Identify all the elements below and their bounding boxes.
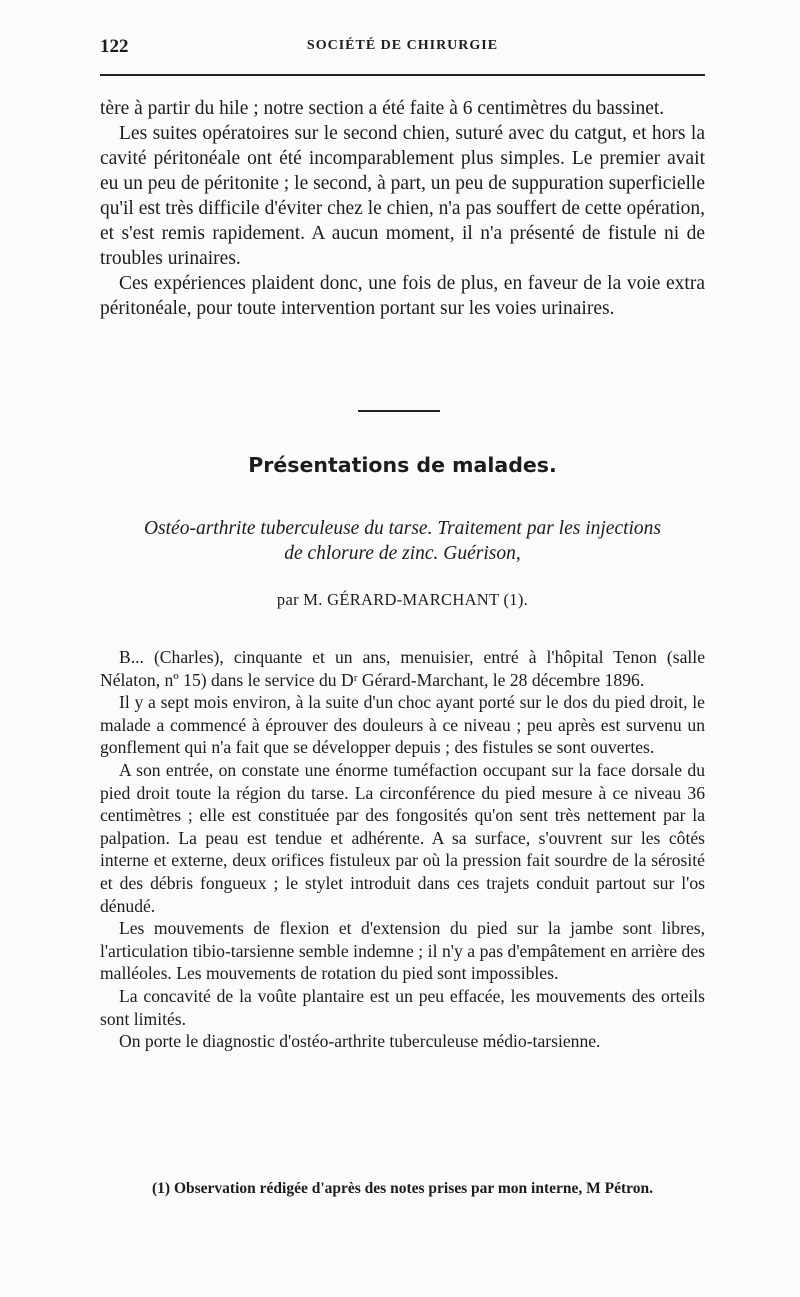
page-number: 122 [100,36,129,57]
paragraph: B... (Charles), cinquante et un ans, menuisier, entré à l'hôpital Tenon (salle Nélaton, nº 15) dans le service du Dʳ Gérard-Marchant, le 28 décembre 1896. [100,647,705,690]
paragraph: Il y a sept mois environ, à la suite d'un choc ayant porté sur le dos du pied droit, le malade a commencé à éprouver des douleurs à ce niveau ; peu après est survenu un gonflement qui n'a fait que se développer depuis ; des fistules se sont ouvertes. [100,692,705,758]
author-line: par M. GÉRARD-MARCHANT (1). [276,590,529,609]
section-divider [358,410,440,412]
paragraph: Ces expériences plaident donc, une fois de plus, en faveur de la voie extra péritonéale, pour toute intervention portant sur les voies urinaires. [100,273,705,319]
paragraph: Les mouvements de flexion et d'extension du pied sur la jambe sont libres, l'articulation tibio-tarsienne semble indemne ; il n'y a pas d'empâtement en arrière des malléoles. Les mouvements de rotation du pied sont impossibles. [100,918,705,984]
paragraph: Les suites opératoires sur le second chien, suturé avec du catgut, et hors la cavité péritonéale ont été incomparablement plus simples. Le premier avait eu un peu de péritonite ; le second, à part, un peu de suppuration superficielle qu'il est très difficile d'éviter chez le chien, n'a pas souffert de cette opération, et s'est remis rapidement. A aucun moment, il n'a présenté de fistule ni de troubles urinaires. [100,123,705,269]
running-header [100,36,705,60]
subtitle-line: de chlorure de zinc. Guérison, [284,543,521,564]
subtitle-line: Ostéo-arthrite tuberculeuse du tarse. Traitement par les injections [143,518,662,539]
journal-title: SOCIÉTÉ DE CHIRURGIE [306,38,499,53]
paragraph: tère à partir du hile ; notre section a été faite à 6 centimètres du bassinet. [100,98,665,119]
observation-text [100,646,705,1053]
article-subtitle [100,516,705,566]
paragraph: La concavité de la voûte plantaire est un peu effacée, les mouvements des orteils sont limités. [100,985,705,1029]
section-heading: Présentations de malades. [248,453,557,477]
header-rule [100,74,705,76]
footnote: (1) Observation rédigée d'après des notes prises par mon interne, M Pétron. [152,1180,653,1197]
previous-article-text [100,96,705,321]
paragraph: A son entrée, on constate une énorme tuméfaction occupant sur la face dorsale du pied droit toute la région du tarse. La circonférence du pied mesure à ce niveau 36 centimètres ; elle est constituée par des fongosités qu'on sent très nettement par la palpation. La peau est tendue et adhérente. A sa surface, s'ouvrent sur les côtés interne et externe, deux orifices fistuleux par où la pression fait sourdre de la sérosité et des débris fongueux ; le stylet introduit dans ces trajets conduit partout sur l'os dénudé. [100,759,705,916]
paragraph: On porte le diagnostic d'ostéo-arthrite tuberculeuse médio-tarsienne. [119,1031,601,1052]
